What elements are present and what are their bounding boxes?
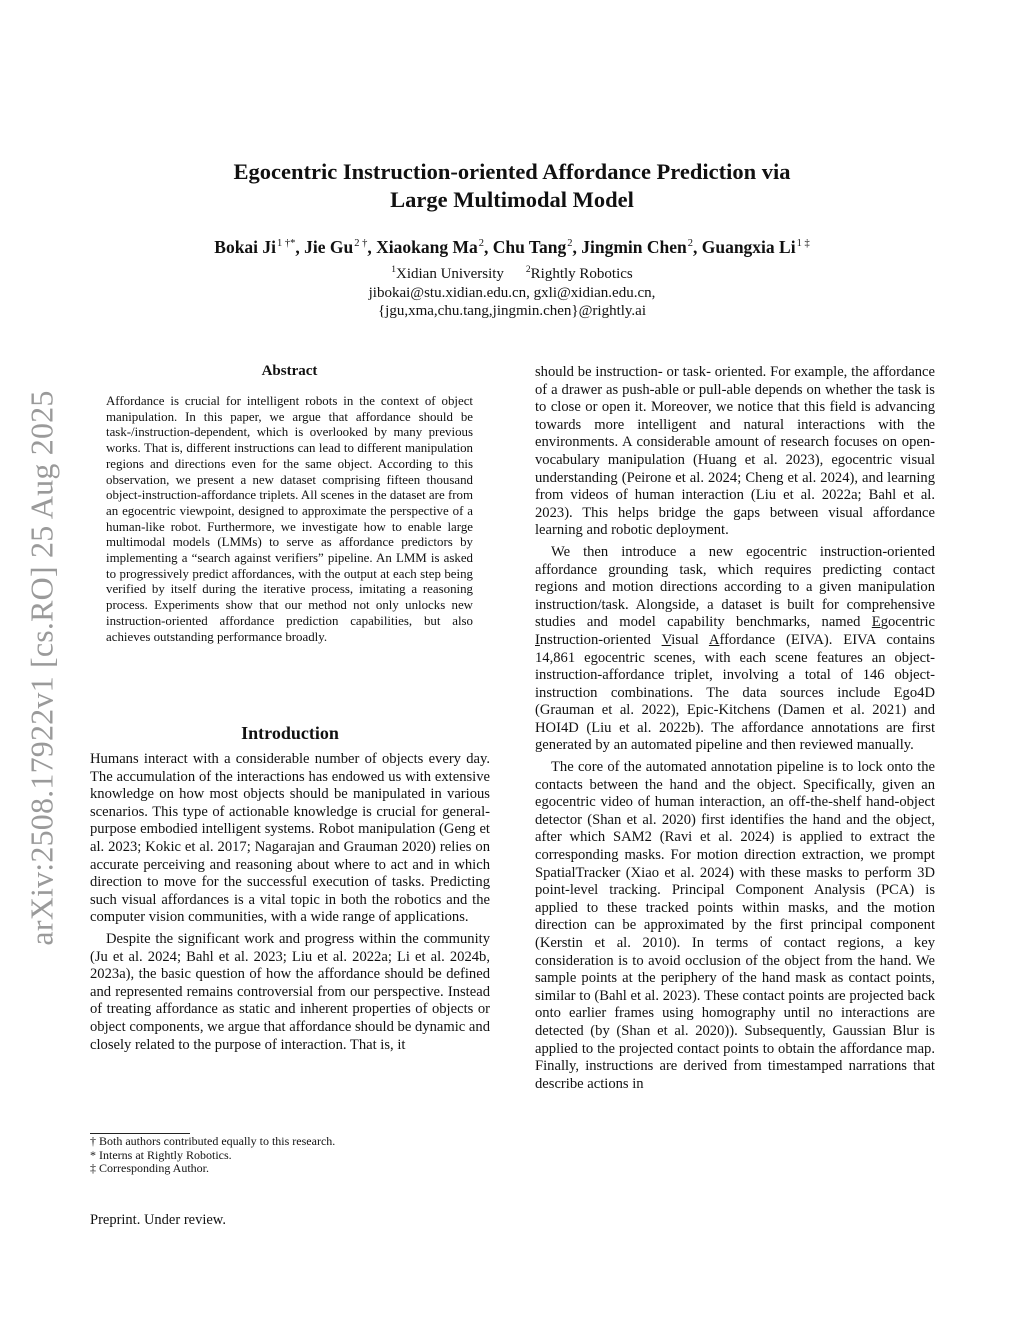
- right-column-body: [535, 364, 935, 1097]
- footnote-equal-contribution: † Both authors contributed equally to this research.: [90, 1134, 336, 1148]
- author-separator: ,: [692, 237, 702, 257]
- author-separator: ,: [572, 237, 582, 257]
- author-name: Jie Gu: [304, 237, 354, 257]
- eiva-description-text: (EIVA). EIVA contains 14,861 egocentric scenes, with each scene features an object-instruction-affordance triplet, involving a total of 146 object-instruction combinations. The data sources include Ego4D (Grauman et al. 2022), Epic-Kitchens (Damen et al. 2021) and HOI4D (Liu et al. 2022b). The affordance annotations are first generated by an automated pipeline and then reviewed manually.: [535, 631, 935, 754]
- eiva-word-isual: isual: [671, 631, 709, 648]
- arxiv-identifier-stamp[interactable]: arXiv:2508.17922v1 [cs.RO] 25 Aug 2025: [23, 390, 60, 946]
- author-emails-line-1[interactable]: jibokai@stu.xidian.edu.cn, gxli@xidian.edu.cn,: [368, 284, 656, 301]
- eiva-intro-text: We then introduce a new egocentric instruction-oriented affordance grounding task, which requires predicting contact regions and motion directions according to a given manipulation instruction/task. Alongside, a dataset is built for comprehensive studies and model capability benchmarks, named: [535, 543, 935, 631]
- author-affiliation-mark: 2: [567, 238, 573, 249]
- affiliation-rightly: Rightly Robotics: [530, 266, 633, 282]
- author-name: Guangxia Li: [701, 237, 796, 257]
- paper-title: [150, 158, 874, 214]
- author-list: [60, 232, 964, 259]
- paper-title-line-2: Large Multimodal Model: [390, 187, 634, 212]
- author-affiliation-mark: 1 ‡: [796, 238, 810, 249]
- affiliations-block: [150, 261, 874, 321]
- paper-title-line-1: Egocentric Instruction-oriented Affordance Prediction via: [233, 159, 791, 184]
- author-name: Jingmin Chen: [581, 237, 687, 257]
- intro-paragraph-2: Despite the significant work and progress within the community (Ju et al. 2024; Bahl et al. 2023; Liu et al. 2022a; Li et al. 2024b, 2023a), the basic question of how the affordance should be defined and represented remains controversial from our perspective. Instead of treating affordance as static and inherent properties of objects or object components, we argue that affordance should be dynamic and closely related to the purpose of interaction. That is, it: [90, 930, 490, 1053]
- author-affiliation-mark: 2 †: [354, 238, 368, 249]
- author-affiliation-mark: 1 †*: [277, 238, 296, 249]
- eiva-word-nstruction: nstruction-oriented: [539, 631, 662, 648]
- eiva-letter-e: E: [871, 614, 881, 631]
- abstract-text: Affordance is crucial for intelligent robots in the context of object manipulation. In this paper, we argue that affordance should be task-/instruction-dependent, which is overlooked by many previous works. That is, different instructions can lead to different manipulation regions and directions even for the same object. According to this observation, we present a new dataset comprising fifteen thousand object-instruction-affordance triplets. All scenes in the dataset are from an egocentric viewpoint, designed to approximate the perspective of a human-like robot. Furthermore, we investigate how to enable large multimodal models (LMMs) to serve as affordance predictors by implementing a “search against verifiers” pipeline. An LMM is asked to progressively predict affordances, with the output at each step being verified by itself during the iterative process, imitating a reasoning process. Experiments show that our method not only unlocks new instruction-oriented affordance prediction capabilities, but also achieves outstanding performance broadly.: [106, 394, 473, 644]
- eiva-word-gocentric: gocentric: [880, 614, 935, 631]
- author-separator: ,: [295, 237, 305, 257]
- preprint-footer: Preprint. Under review.: [90, 1212, 226, 1228]
- intro-paragraph-1: Humans interact with a considerable number of objects every day. The accumulation of the interactions has endowed us with extensive knowledge on how most objects should be manipulated in various scenarios. This type of actionable knowledge is crucial for general-purpose embodied intelligent systems. Robot manipulation (Geng et al. 2023; Kokic et al. 2017; Nagarajan and Grauman 2020) relies on accurate perceiving and reasoning about where to act and in which direction to move for the successful execution of tasks. Predicting such visual affordances is a vital topic in both the robotics and the computer vision communities, with a wide range of applications.: [90, 751, 490, 926]
- affiliation-mark: 1: [391, 265, 396, 275]
- author-affiliation-mark: 2: [478, 238, 484, 249]
- author-name: Bokai Ji: [214, 237, 277, 257]
- footnote-interns: * Interns at Rightly Robotics.: [90, 1147, 232, 1162]
- author-affiliation-mark: 2: [687, 238, 693, 249]
- eiva-letter-i: I: [535, 631, 540, 648]
- author-separator: ,: [484, 237, 493, 257]
- abstract-heading: Abstract: [261, 363, 318, 379]
- footnote-corresponding-author: ‡ Corresponding Author.: [90, 1161, 209, 1175]
- right-paragraph-1: should be instruction- or task- oriented. For example, the affordance of a drawer as push-able or pull-able depends on whether the task is to close or open it. Moreover, we notice that this field is advancing towards more intelligent and natural interactions with the environments. A considerable amount of research focuses on open-vocabulary manipulation (Huang et al. 2023), egocentric visual understanding (Peirone et al. 2024; Cheng et al. 2024), and learning from videos of human interaction (Liu et al. 2022a; Bahl et al. 2023). This helps bridge the gaps between visual affordance learning and robotic deployment.: [535, 364, 935, 539]
- right-paragraph-3: The core of the automated annotation pipeline is to lock onto the contacts between the hand and the object. Specifically, given an egocentric video of human interaction, an off-the-shelf hand-object detector (Shan et al. 2020) first identifies the hand and the object, after which SAM2 (Ravi et al. 2024) is applied to extract the corresponding masks. For motion direction extraction, we prompt SpatialTracker (Xiao et al. 2024) with these masks to perform 3D point-level tracking. Principal Component Analysis (PCA) is applied to these tracked points within masks, and the motion direction can be approximated by the first principal component (Kerstin et al. 2010). In terms of contact regions, a key consideration is to avoid occlusion of the object from the hand. We sample points at the periphery of the hand mask as contact points, similar to (Bahl et al. 2023). These contact points are projected back onto earlier frames using homography until no interactions are detected (by (Shan et al. 2020)). Subsequently, Gaussian Blur is applied to the projected contact points to obtain the affordance map. Finally, instructions are derived from timestamped narrations that describe actions in: [535, 759, 935, 1092]
- eiva-word-ffordance: ffordance: [719, 631, 776, 648]
- affiliation-xidian: Xidian University: [396, 266, 504, 282]
- right-paragraph-2: [535, 544, 935, 755]
- affiliation-row: [150, 261, 874, 284]
- affiliation-mark: 2: [525, 265, 531, 275]
- eiva-letter-a: A: [708, 631, 720, 648]
- author-separator: ,: [367, 237, 377, 257]
- author-name: Chu Tang: [492, 237, 567, 257]
- footnotes: [90, 1135, 490, 1176]
- introduction-heading: Introduction: [241, 723, 339, 743]
- left-column-body: [90, 751, 490, 1058]
- author-name: Xiaokang Ma: [376, 237, 478, 257]
- author-emails-line-2[interactable]: {jgu,xma,chu.tang,jingmin.chen}@rightly.ai: [377, 303, 647, 319]
- eiva-letter-v: V: [661, 631, 672, 648]
